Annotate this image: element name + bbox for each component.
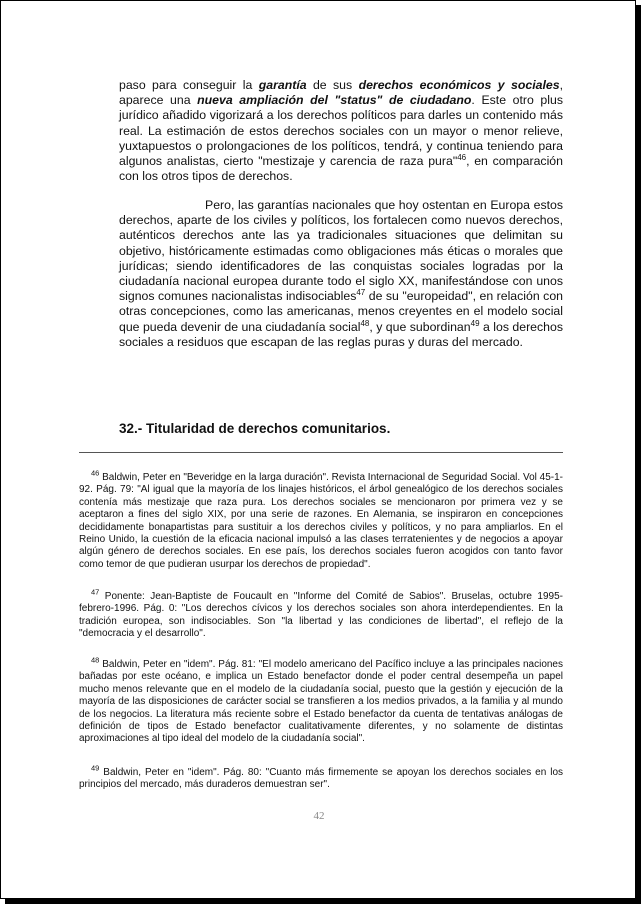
footnote-ref-48[interactable]: 48 [360, 318, 370, 328]
text-run: . Este otro plus jurídico añadido vigorizará a los derechos políticos para darles un contenido más real. La estimación de estos derechos sociales con un mayor o menor relieve, yuxtapuestos o prolongaciones de los políticos, tendrá, y continua teniendo para algunos analistas, cierto "mestizaje y carencia de raza pura" [119, 93, 563, 169]
text-run: a los derechos sociales a residuos que escapan de las reglas puras y duras del mercado. [119, 319, 563, 349]
footnote-text: Baldwin, Peter en "idem". Pág. 80: "Cuanto más firmemente se apoyan los derechos sociales en los principios del mercado, más duraderos demuestran ser". [79, 767, 563, 791]
text-run: de sus [306, 78, 359, 92]
footnote-ref-49[interactable]: 49 [470, 318, 480, 328]
footnote-ref-46[interactable]: 46 [457, 152, 467, 162]
footnote-number: 46 [91, 468, 100, 478]
footnote-ref-47[interactable]: 47 [356, 288, 366, 298]
text-run: , en comparación con los otros tipos de derechos. [119, 154, 563, 184]
section-heading: 32.- Titularidad de derechos comunitarios. [119, 421, 391, 436]
page-number: 42 [313, 810, 325, 822]
emphasis-derechos-economicos: derechos económicos y sociales [358, 78, 560, 92]
footnote-49 [79, 763, 563, 792]
text-run: paso para conseguir la [119, 78, 259, 92]
footnote-text: Ponente: Jean-Baptiste de Foucault en "Informe del Comité de Sabios". Bruselas, octubre 1995-febrero-1996. Pág. 0: "Los derechos cívicos y los derechos sociales son ahora interdependientes. En la tradición europea, son indisociables. Son "la libertad y las condiciones de libertad", el reflejo de la "democracia y el desarrollo". [79, 591, 563, 640]
footnote-number: 48 [91, 655, 100, 665]
body-paragraph-1 [119, 78, 563, 184]
footnote-text: Baldwin, Peter en "idem". Pág. 81: "El modelo americano del Pacífico incluye a las principales naciones bañadas por este océano, e implica un Estado benefactor donde el poder central desempeña un papel mucho menos relevante que en el modelo de la ciudadanía social, puesto que la gestión y ejecución de la mayoría de las disposiciones de carácter social se transfieren a los medios privados, a la familia y al mundo de los negocios. La literatura más reciente sobre el Estado benefactor da cuenta de tentativas análogas de definición de tipos de Estado benefactor cualitativamente diferentes, y no solamente de distintas aproximaciones al tipo ideal del modelo de la ciudadanía social". [79, 659, 563, 745]
text-run: de su "europeidad", en relación con otras concepciones, como las americanas, menos creyentes en el modelo social que pueda devenir de una ciudadanía social [119, 289, 563, 334]
footnote-46 [79, 468, 563, 571]
footnote-text: Baldwin, Peter en "Beveridge en la larga duración". Revista Internacional de Seguridad Social. Vol 45-1-92. Pág. 79: "Al igual que la mayoría de los linajes históricos, el árbol genealógico de los derechos sociales contenía más mestizaje que raza pura. Los derechos sociales se mencionaron por primera vez y se aceptaron a fines del siglo XIX, por una serie de razones. En Alemania, se inspiraron en concepciones decididamente bonapartistas para sustituir a los derechos civiles y políticos, y no para ampliarlos. En el Reino Unido, la cuestión de la eficacia nacional impulsó a las clases terratenientes y de negocios a apoyar algún género de derechos sociales. En ese país, los derechos sociales fueron acogidos con tanto favor como temor de que pudieran usurpar los derechos de propiedad". [79, 472, 563, 570]
footnote-48 [79, 655, 563, 746]
footnote-number: 47 [91, 587, 100, 597]
emphasis-nueva-ampliacion: nueva ampliación del "status" de ciudadano [197, 93, 472, 108]
text-run: Pero, las garantías nacionales que hoy ostentan en Europa estos derechos, aparte de los civiles y políticos, los fortalecen como nuevos derechos, auténticos derechos ante las ya tradicionales situaciones que delimitan su objetivo, históricamente estimadas como obligaciones más éticas o morales que jurídicas; siendo identificadores de las conquistas sociales logradas por la ciudadanía nacional europea durante todo el siglo XX, manifestándose con unos signos comunes nacionalistas indisociables [119, 198, 563, 304]
footnote-number: 49 [91, 763, 100, 773]
footnote-47 [79, 587, 563, 641]
page-shadow-right [636, 5, 641, 904]
emphasis-garantia: garantía [258, 78, 307, 92]
body-paragraph-2 [119, 198, 563, 350]
text-run: , aparece una [119, 78, 563, 108]
page-shadow-bottom [5, 899, 641, 904]
footnote-separator [79, 452, 563, 453]
text-run: , y que subordinan [369, 319, 471, 334]
